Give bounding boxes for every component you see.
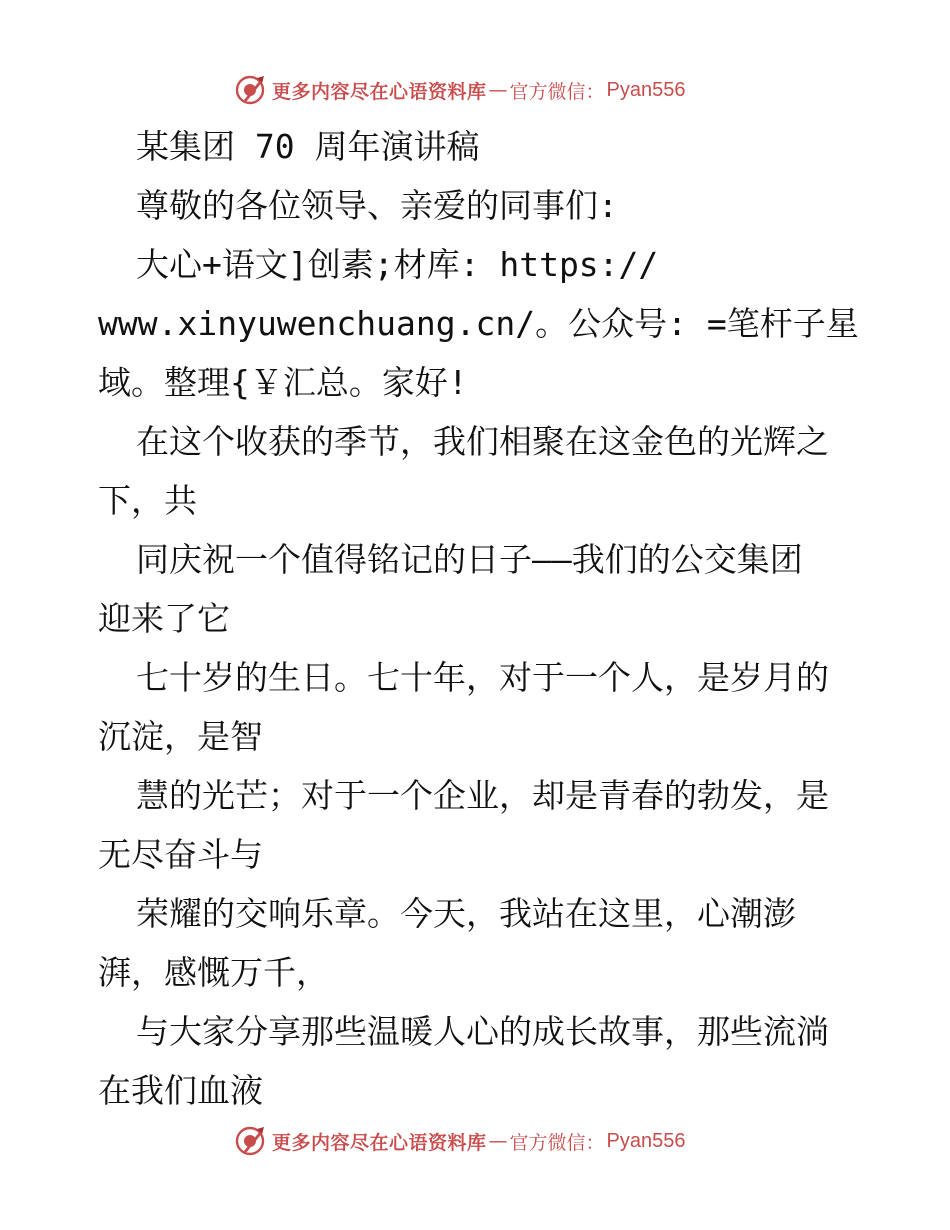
banner-official-label: 官方微信： <box>509 1131 605 1154</box>
document-line: 下，共 <box>98 481 197 520</box>
document-line: 与大家分享那些温暖人心的成长故事，那些流淌 <box>136 1012 829 1051</box>
document-body <box>98 126 858 1129</box>
document-line: 荣耀的交响乐章。今天，我站在这里，心潮澎 <box>136 894 796 933</box>
document-line: 七十岁的生日。七十年，对于一个人，是岁月的 <box>136 658 829 697</box>
banner-wechat-handle: Pyan556 <box>606 1129 686 1152</box>
document-line: 慧的光芒；对于一个企业，却是青春的勃发，是 <box>136 776 829 815</box>
document-line: 域。整理{￥汇总。家好! <box>98 363 468 402</box>
banner-official-label: 官方微信： <box>509 80 605 103</box>
banner-dash: — <box>488 1130 508 1152</box>
document-line: 湃，感慨万千， <box>98 953 329 992</box>
footer-watermark-banner <box>234 1124 686 1158</box>
document-line: 无尽奋斗与 <box>98 835 263 874</box>
banner-brand-text: 更多内容尽在心语资料库 <box>272 1131 487 1154</box>
document-line: 沉淀，是智 <box>98 717 263 756</box>
document-line: 在这个收获的季节，我们相聚在这金色的光辉之 <box>136 422 829 461</box>
document-line: 尊敬的各位领导、亲爱的同事们: <box>136 186 618 225</box>
banner-wechat-handle: Pyan556 <box>606 78 686 101</box>
document-line: 大心+语文]创素;材库: https:// <box>136 245 659 284</box>
document-line: 同庆祝一个值得铭记的日子——我们的公交集团 <box>136 540 803 579</box>
header-watermark-banner <box>234 73 686 107</box>
document-line: 在我们血液 <box>98 1071 263 1110</box>
banner-brand-text: 更多内容尽在心语资料库 <box>272 80 487 103</box>
quill-pen-logo-icon <box>234 74 266 106</box>
quill-pen-logo-icon <box>234 1125 266 1157</box>
banner-dash: — <box>488 79 508 101</box>
document-title: 某集团 70 周年演讲稿 <box>136 127 480 166</box>
document-line: www.xinyuwenchuang.cn/。公众号: =笔杆子星 <box>98 304 859 343</box>
document-line: 迎来了它 <box>98 599 230 638</box>
